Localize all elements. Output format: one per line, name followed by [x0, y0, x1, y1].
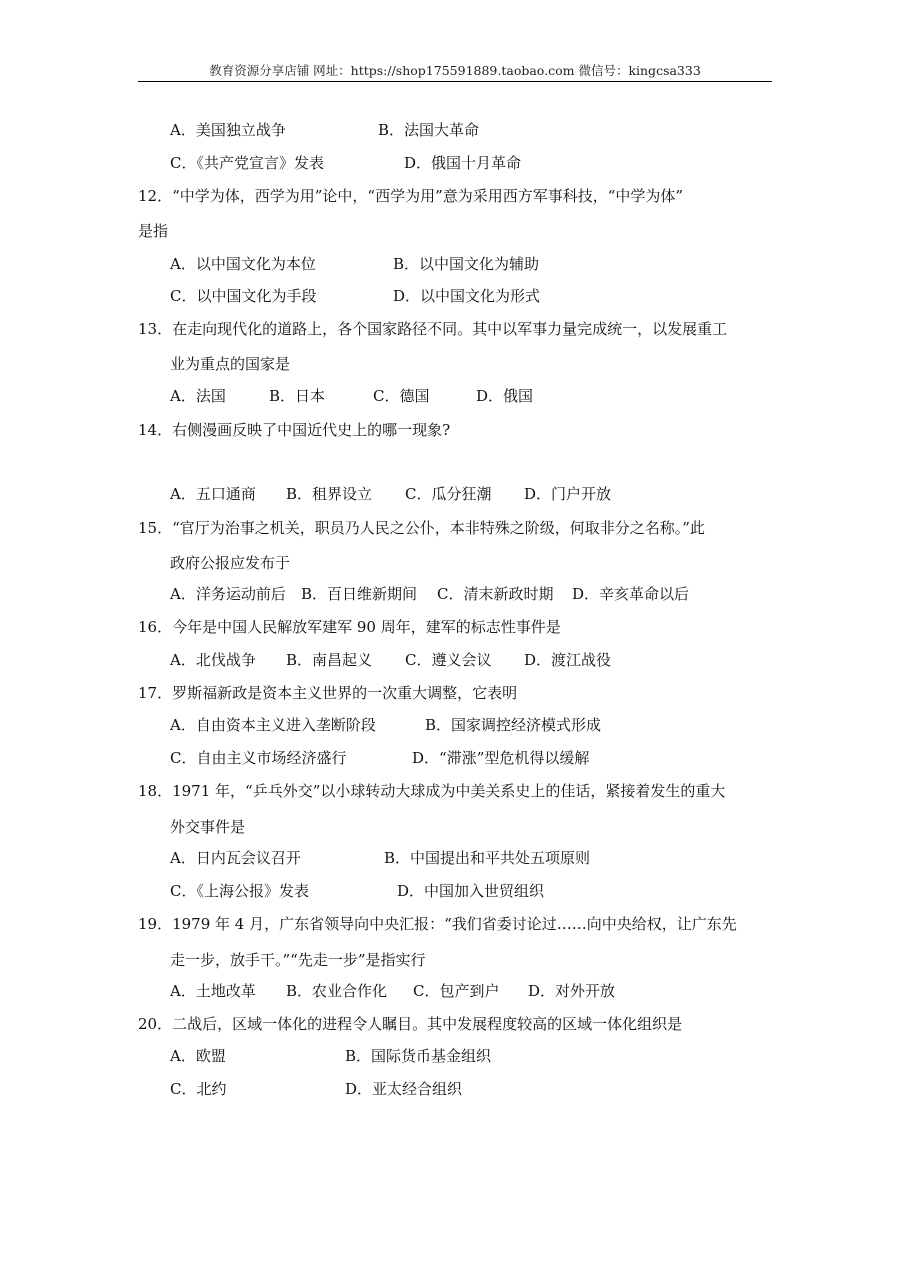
q15-stem-line2: 政府公报应发布于: [170, 554, 291, 572]
q15-stem-line1: 15．“官厅为治事之机关，职员乃人民之公仆，本非特殊之阶级，何取非分之名称。”此: [138, 519, 705, 537]
q20-option-a: A．欧盟: [170, 1047, 226, 1065]
q20-option-d: D．亚太经合组织: [345, 1080, 463, 1098]
q18-option-c: C．《上海公报》发表: [170, 882, 309, 900]
q18-option-b: B．中国提出和平共处五项原则: [384, 849, 591, 867]
q19-option-c: C．包产到户: [413, 982, 500, 1000]
q16-option-d: D．渡江战役: [524, 651, 612, 669]
q15-option-c: C．清末新政时期: [437, 585, 554, 603]
q11-option-d: D．俄国十月革命: [404, 154, 522, 172]
q15-option-a: A．洋务运动前后: [170, 585, 286, 603]
q12-option-c: C．以中国文化为手段: [170, 287, 317, 305]
q20-option-b: B．国际货币基金组织: [345, 1047, 492, 1065]
q14-option-d: D．门户开放: [524, 485, 612, 503]
q18-option-d: D．中国加入世贸组织: [397, 882, 545, 900]
q12-stem-line1: 12．“中学为体，西学为用”论中，“西学为用”意为采用西方军事科技，“中学为体”: [138, 187, 684, 205]
q13-option-c: C．德国: [373, 387, 430, 405]
q19-option-b: B．农业合作化: [286, 982, 388, 1000]
q11-option-c: C．《共产党宣言》发表: [170, 154, 324, 172]
q16-option-b: B．南昌起义: [286, 651, 373, 669]
q12-stem-line2: 是指: [138, 222, 169, 240]
q16-option-c: C．遵义会议: [405, 651, 492, 669]
q15-option-d: D．辛亥革命以后: [572, 585, 690, 603]
q13-option-d: D．俄国: [476, 387, 534, 405]
q12-option-d: D．以中国文化为形式: [393, 287, 541, 305]
q14-option-b: B．租界设立: [286, 485, 373, 503]
q17-option-d: D．“滞涨”型危机得以缓解: [412, 749, 590, 767]
q19-option-d: D．对外开放: [528, 982, 616, 1000]
q12-option-b: B．以中国文化为辅助: [393, 255, 540, 273]
q18-stem-line2: 外交事件是: [170, 818, 246, 836]
header-divider: [138, 81, 772, 82]
q13-option-b: B．日本: [269, 387, 326, 405]
q14-option-c: C．瓜分狂潮: [405, 485, 492, 503]
q12-option-a: A．以中国文化为本位: [170, 255, 316, 273]
q13-stem-line1: 13．在走向现代化的道路上，各个国家路径不同。其中以军事力量完成统一，以发展重工: [138, 320, 728, 338]
q13-stem-line2: 业为重点的国家是: [170, 355, 291, 373]
q19-option-a: A．土地改革: [170, 982, 256, 1000]
q18-stem-line1: 18．1971 年，“乒乓外交”以小球转动大球成为中美关系史上的佳话，紧接着发生的重大: [138, 782, 726, 800]
q17-option-c: C．自由主义市场经济盛行: [170, 749, 347, 767]
page-header: 教育资源分享店铺 网址：https://shop175591889.taobao.com 微信号：kingcsa333: [209, 63, 701, 78]
q14-option-a: A．五口通商: [170, 485, 256, 503]
q14-stem-line1: 14．右侧漫画反映了中国近代史上的哪一现象?: [138, 421, 451, 439]
q13-option-a: A．法国: [170, 387, 226, 405]
q20-option-c: C．北约: [170, 1080, 227, 1098]
q19-stem-line1: 19．1979 年 4 月，广东省领导向中央汇报：“我们省委讨论过……向中央给权，让广东先: [138, 915, 737, 933]
q11-option-a: A．美国独立战争: [170, 121, 286, 139]
q19-stem-line2: 走一步，放手干。”“先走一步”是指实行: [170, 951, 426, 969]
q20-stem-line1: 20．二战后，区域一体化的进程令人瞩目。其中发展程度较高的区域一体化组织是: [138, 1015, 683, 1033]
q17-stem-line1: 17．罗斯福新政是资本主义世界的一次重大调整，它表明: [138, 684, 518, 702]
q17-option-a: A．自由资本主义进入垄断阶段: [170, 716, 376, 734]
q16-option-a: A．北伐战争: [170, 651, 256, 669]
q15-option-b: B．百日维新期间: [301, 585, 418, 603]
q18-option-a: A．日内瓦会议召开: [170, 849, 301, 867]
q11-option-b: B．法国大革命: [378, 121, 480, 139]
q17-option-b: B．国家调控经济模式形成: [425, 716, 602, 734]
q16-stem-line1: 16．今年是中国人民解放军建军 90 周年，建军的标志性事件是: [138, 618, 561, 636]
